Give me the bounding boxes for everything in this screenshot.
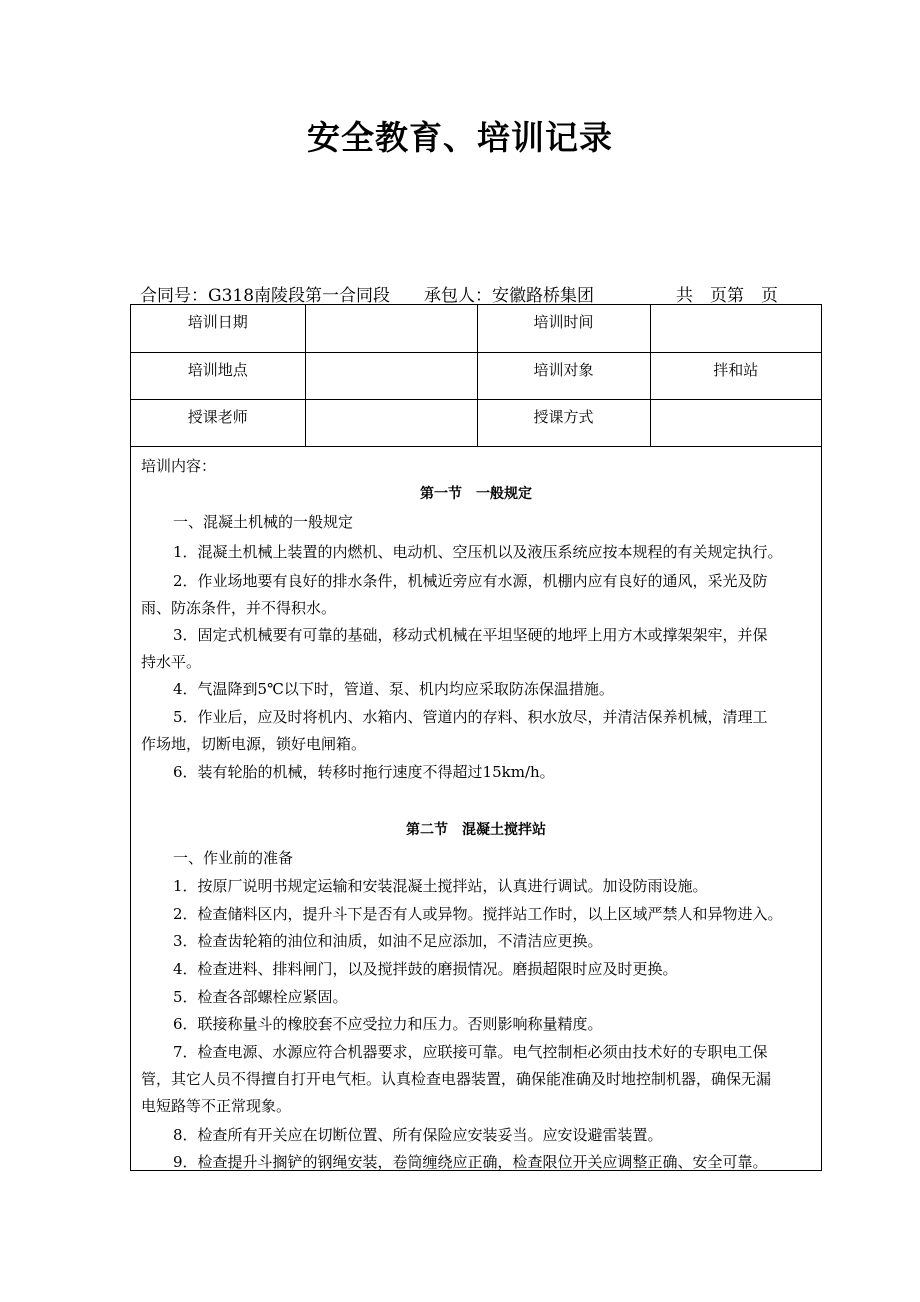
list-item: 8．检查所有开关应在切断位置、所有保险应安装妥当。应安设避雷装置。	[173, 1126, 663, 1144]
teaching-method-value[interactable]	[650, 399, 821, 446]
list-item: 2．检查储料区内，提升斗下是否有人或异物。搅拌站工作时，以上区域严禁人和异物进入。	[173, 905, 783, 923]
list-item: 9．检查提升斗搁铲的钢绳安装，卷筒缠绕应正确，检查限位开关应调整正确、安全可靠。	[173, 1153, 768, 1171]
list-item: 4．检查进料、排料闸门，以及搅拌鼓的磨损情况。磨损超限时应及时更换。	[173, 960, 678, 978]
list-item: 3．固定式机械要有可靠的基础，移动式机械在平坦坚硬的地坪上用方木或撑架架牢，并保	[173, 626, 768, 644]
training-time-value[interactable]	[650, 305, 821, 352]
list-item: 雨、防冻条件，并不得积水。	[141, 599, 337, 617]
list-item: 6．装有轮胎的机械，转移时拖行速度不得超过15km/h。	[173, 763, 555, 781]
list-item: 2．作业场地要有良好的排水条件，机械近旁应有水源，机棚内应有良好的通风，采光及防	[173, 572, 768, 590]
subheading: 一、混凝土机械的一般规定	[173, 513, 354, 531]
list-item: 7．检查电源、水源应符合机器要求，应联接可靠。电气控制柜必须由技术好的专职电工保	[173, 1043, 768, 1061]
contract-number: 合同号：G318南陵段第一合同段	[140, 286, 391, 306]
list-item: 3．检查齿轮箱的油位和油质，如油不足应添加，不清洁应更换。	[173, 932, 603, 950]
training-content-label: 培训内容：	[141, 457, 217, 475]
section-heading-mixing-station: 第二节 混凝土搅拌站	[406, 822, 546, 838]
list-item: 作场地，切断电源，锁好电闸箱。	[141, 735, 367, 753]
list-item: 4．气温降到5℃以下时，管道、泵、机内均应采取防冻保温措施。	[173, 680, 614, 698]
instructor-label: 授课老师	[131, 399, 305, 446]
contractor: 承包人：安徽路桥集团	[424, 286, 594, 306]
training-date-label: 培训日期	[131, 305, 305, 352]
table-row	[131, 399, 821, 446]
list-item: 管，其它人员不得擅自打开电气柜。认真检查电器装置，确保能准确及时地控制机器，确保无漏	[141, 1070, 772, 1088]
list-item: 6．联接称量斗的橡胶套不应受拉力和压力。否则影响称量精度。	[173, 1015, 603, 1033]
page-count: 共 页第 页	[676, 286, 778, 306]
document-meta-line	[140, 281, 800, 306]
teaching-method-label: 授课方式	[477, 399, 650, 446]
list-item: 持水平。	[141, 653, 202, 671]
list-item: 5．检查各部螺栓应紧固。	[173, 988, 348, 1006]
training-time-label: 培训时间	[477, 305, 650, 352]
list-item: 1．混凝土机械上装置的内燃机、电动机、空压机以及液压系统应按本规程的有关规定执行。	[173, 543, 783, 561]
list-item: 电短路等不正常现象。	[141, 1097, 292, 1115]
list-item: 5．作业后，应及时将机内、水箱内、管道内的存料、积水放尽，并清洁保养机械，清理工	[173, 708, 768, 726]
section-heading-general: 第一节 一般规定	[420, 486, 532, 502]
instructor-value[interactable]	[305, 399, 477, 446]
document-title: 安全教育、培训记录	[307, 118, 613, 157]
training-record-form	[130, 304, 822, 1171]
training-target-value[interactable]: 拌和站	[650, 352, 821, 399]
list-item: 1．按原厂说明书规定运输和安装混凝土搅拌站，认真进行调试。加设防雨设施。	[173, 877, 708, 895]
table-row	[131, 352, 821, 399]
training-location-value[interactable]	[305, 352, 477, 399]
training-location-label: 培训地点	[131, 352, 305, 399]
training-date-value[interactable]	[305, 305, 477, 352]
training-info-table	[131, 305, 821, 447]
table-row	[131, 305, 821, 352]
training-target-label: 培训对象	[477, 352, 650, 399]
subheading: 一、作业前的准备	[173, 849, 294, 867]
